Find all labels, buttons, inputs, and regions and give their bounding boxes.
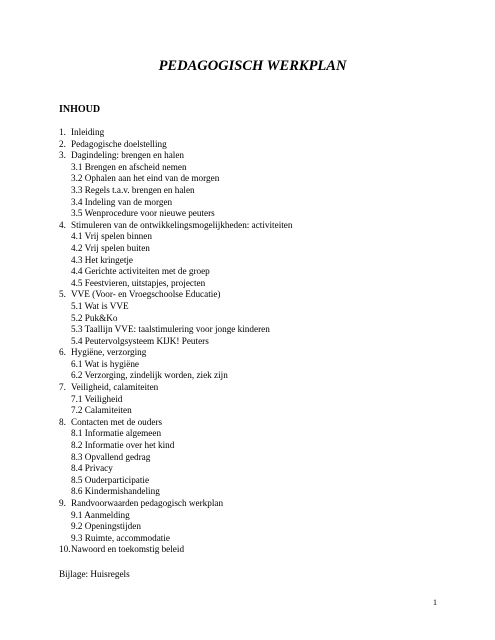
toc-subitem: 3.4 Indeling van de morgen [71,196,173,207]
toc-subitem: 8.4 Privacy [71,463,113,474]
toc-item [59,498,292,510]
toc-item [59,347,292,359]
toc-subitem: 9.3 Ruimte, accommodatie [71,532,170,543]
toc-item-label: Veiligheid, calamiteiten [71,382,159,393]
toc-subitem: 5.1 Wat is VVE [71,300,129,311]
toc-item-number: 5. [59,289,66,300]
toc-subitem: 3.1 Brengen en afscheid nemen [71,161,187,172]
toc-item-number: 8. [59,416,66,427]
toc-item [59,382,292,394]
toc-subitem: 5.4 Peutervolgsysteem KIJK! Peuters [71,335,209,346]
toc-item-number: 9. [59,498,66,508]
page-number: 1 [433,598,437,607]
toc-subitem: 8.3 Opvallend gedrag [71,451,151,462]
toc-item-label: Contacten met de ouders [71,416,163,427]
toc-item [59,417,292,429]
toc-item-label: Randvoorwaarden pedagogisch werkplan [71,498,224,508]
toc-subitem: 5.3 Taallijn VVE: taalstimulering voor jonge kinderen [71,324,270,335]
toc-item-number: 4. [59,219,66,230]
toc-subitem: 3.2 Ophalen aan het eind van de morgen [71,173,220,184]
toc-item-label: Inleiding [71,127,105,137]
toc-item-number: 7. [59,382,66,393]
toc-item-number: 1. [59,127,66,137]
toc-subitem: 5.2 Puk&Ko [71,312,118,323]
toc-item [59,139,292,151]
toc-subitem: 8.1 Informatie algemeen [71,428,162,439]
toc-item [59,220,292,232]
toc-item-number: 6. [59,347,66,358]
toc-subitem: 7.2 Calamiteiten [71,405,132,416]
toc-subitem: 6.1 Wat is hygiëne [71,358,139,369]
toc-subitem: 4.1 Vrij spelen binnen [71,231,152,242]
toc-item-label: Stimuleren van de ontwikkelingsmogelijkheden: activiteiten [71,219,293,230]
toc-item [59,150,292,162]
toc-subitem: 6.2 Verzorging, zindelijk worden, ziek zijn [71,370,228,381]
toc-item [59,544,292,556]
toc-subitem: 9.2 Openingstijden [71,521,141,532]
toc-subitem: 7.1 Veiligheid [71,393,123,404]
toc-subitem: 4.3 Het kringetje [71,254,133,265]
toc-item-label: Pedagogische doelstelling [71,138,167,149]
toc-item [59,289,292,301]
page-title: PEDAGOGISCH WERKPLAN [158,58,347,74]
toc-item-label: VVE (Voor- en Vroegschoolse Educatie) [71,289,221,300]
toc-subitem: 8.2 Informatie over het kind [71,440,175,451]
toc-item-label: Dagindeling: brengen en halen [71,150,185,161]
toc-subitem: 8.5 Ouderparticipatie [71,474,150,485]
toc-subitem: 4.5 Feestvieren, uitstapjes, projecten [71,277,206,288]
toc-subitem: 9.1 Aanmelding [71,509,130,520]
toc-subitem: 3.3 Regels t.a.v. brengen en halen [71,184,195,195]
toc-item [59,127,292,139]
appendix-line: Bijlage: Huisregels [59,569,130,579]
toc-item-number: 2. [59,138,66,149]
toc-subitem: 4.4 Gerichte activiteiten met de groep [71,266,210,277]
toc-item-label: Hygiëne, verzorging [71,347,147,358]
toc-item-number: 3. [59,150,66,161]
table-of-contents [59,127,292,556]
toc-item-number: 10. [59,544,71,555]
toc-item-label: Nawoord en toekomstig beleid [71,544,185,555]
toc-subitem: 4.2 Vrij spelen buiten [71,242,150,253]
toc-heading: INHOUD [59,104,101,115]
toc-subitem: 3.5 Wenprocedure voor nieuwe peuters [71,208,215,219]
toc-subitem: 8.6 Kindermishandeling [71,486,160,497]
